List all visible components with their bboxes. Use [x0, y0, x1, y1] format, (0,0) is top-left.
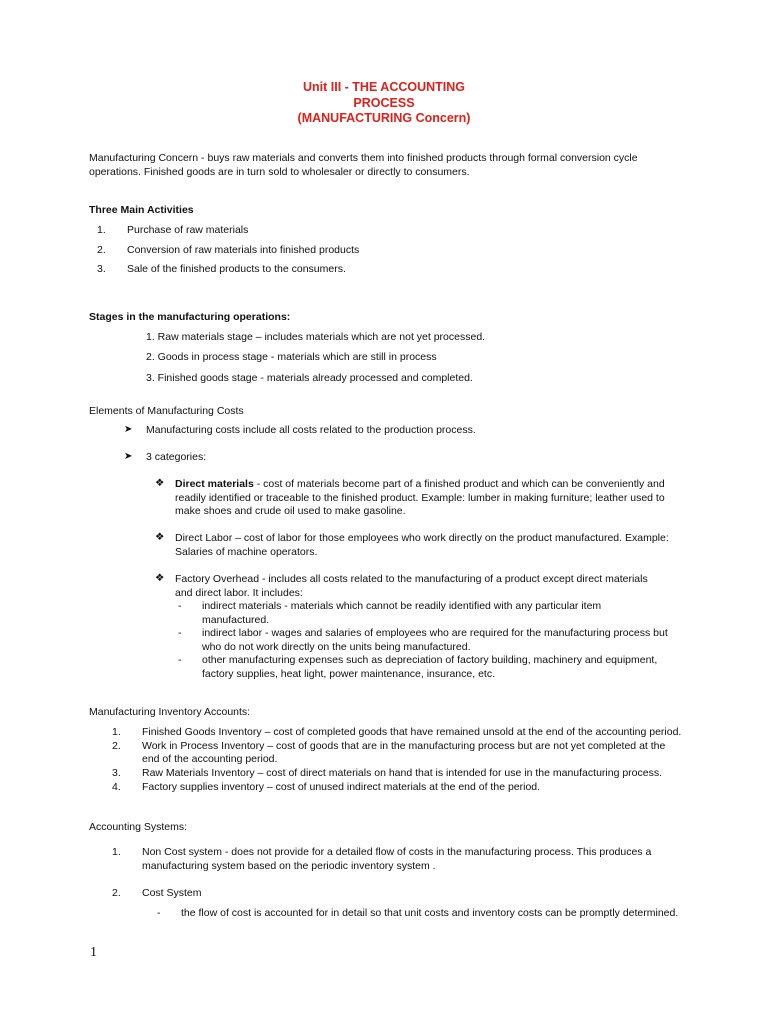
- activities-list: [97, 224, 697, 277]
- intro-line-1: Manufacturing Concern - buys raw materials and converts them into finished products through formal conversion cycle: [89, 152, 638, 164]
- overhead-sub-item-2: - indirect labor - wages and salaries of employees who are required for the manufacturing process but who do not work directly on the units being manufactured.: [178, 627, 668, 653]
- title-line-2: PROCESS: [353, 95, 415, 110]
- list-item: 1. Purchase of raw materials: [97, 224, 249, 236]
- list-item: 2. Cost System: [112, 887, 202, 900]
- arrow-bullet-icon: ➤: [124, 451, 133, 462]
- list-item: 1. Non Cost system - does not provide for a detailed flow of costs in the manufacturing process. This produces a manufacturing system based on the periodic inventory system .: [112, 846, 652, 872]
- systems-heading: Accounting Systems:: [89, 821, 188, 833]
- direct-labor-item: ❖ Direct Labor – cost of labor for those employees who work directly on the product manufactured. Example: Salaries of machine operators.: [155, 531, 669, 558]
- direct-materials-term: Direct materials: [175, 478, 254, 490]
- diamond-bullet-icon: ❖: [155, 531, 165, 543]
- activities-heading: Three Main Activities: [89, 204, 194, 216]
- diamond-bullet-icon: ❖: [155, 572, 165, 584]
- list-item: 3. Raw Materials Inventory – cost of direct materials on hand that is intended for use in the manufacturing process.: [112, 766, 663, 779]
- elements-heading: Elements of Manufacturing Costs: [89, 405, 244, 417]
- list-item: 4. Factory supplies inventory – cost of unused indirect materials at the end of the period.: [112, 780, 541, 793]
- systems-list: [112, 846, 732, 901]
- inventory-list: [112, 726, 732, 794]
- arrow-bullet-icon: ➤: [124, 424, 133, 435]
- intro-paragraph: [89, 152, 729, 179]
- diamond-bullet-icon: ❖: [155, 477, 165, 489]
- cost-system-sub-item: - the flow of cost is accounted for in detail so that unit costs and inventory costs can be promptly determined.: [157, 907, 679, 919]
- list-item: 2. Conversion of raw materials into finished products: [97, 243, 360, 256]
- stage-item-3: 3. Finished goods stage - materials already processed and completed.: [146, 372, 473, 384]
- stage-item-1: 1. Raw materials stage – includes materials which are not yet processed.: [146, 331, 486, 343]
- list-item: 3. Sale of the finished products to the consumers.: [97, 263, 346, 276]
- inventory-heading: Manufacturing Inventory Accounts:: [89, 706, 251, 718]
- direct-materials-item: ❖ Direct materials - cost of materials become part of a finished product and which can be conveniently and readily identified or traceable to the finished product. Example: lumber in making furniture; leather used to make shoes and crude oil used to make gasoline.: [155, 477, 665, 518]
- overhead-sub-item-1: - indirect materials - materials which cannot be readily identified with any particular item manufactured.: [178, 600, 602, 626]
- document-title: [0, 80, 768, 127]
- list-item: 2. Work in Process Inventory – cost of goods that are in the manufacturing process but are not yet completed at the end of the accounting period.: [112, 739, 666, 766]
- list-item: 1. Finished Goods Inventory – cost of completed goods that have remained unsold at the end of the accounting period.: [112, 726, 682, 738]
- intro-line-2: operations. Finished goods are in turn sold to wholesaler or directly to consumers.: [89, 165, 470, 178]
- title-line-3: (MANUFACTURING Concern): [297, 111, 471, 126]
- stages-heading: Stages in the manufacturing operations:: [89, 311, 291, 323]
- stage-item-2: 2. Goods in process stage - materials which are still in process: [146, 351, 437, 363]
- factory-overhead-item: ❖ Factory Overhead - includes all costs related to the manufacturing of a product except direct materials and direct labor. It includes:: [155, 572, 648, 599]
- page-number: 1: [90, 945, 97, 960]
- elements-bullet-2: ➤ 3 categories:: [124, 451, 207, 463]
- elements-bullet-1: ➤ Manufacturing costs include all costs related to the production process.: [124, 424, 476, 436]
- overhead-sub-item-3: - other manufacturing expenses such as depreciation of factory building, machinery and equipment, factory supplies, heat light, power maintenance, insurance, etc.: [178, 654, 658, 680]
- title-line-1: Unit III - THE ACCOUNTING: [302, 80, 466, 94]
